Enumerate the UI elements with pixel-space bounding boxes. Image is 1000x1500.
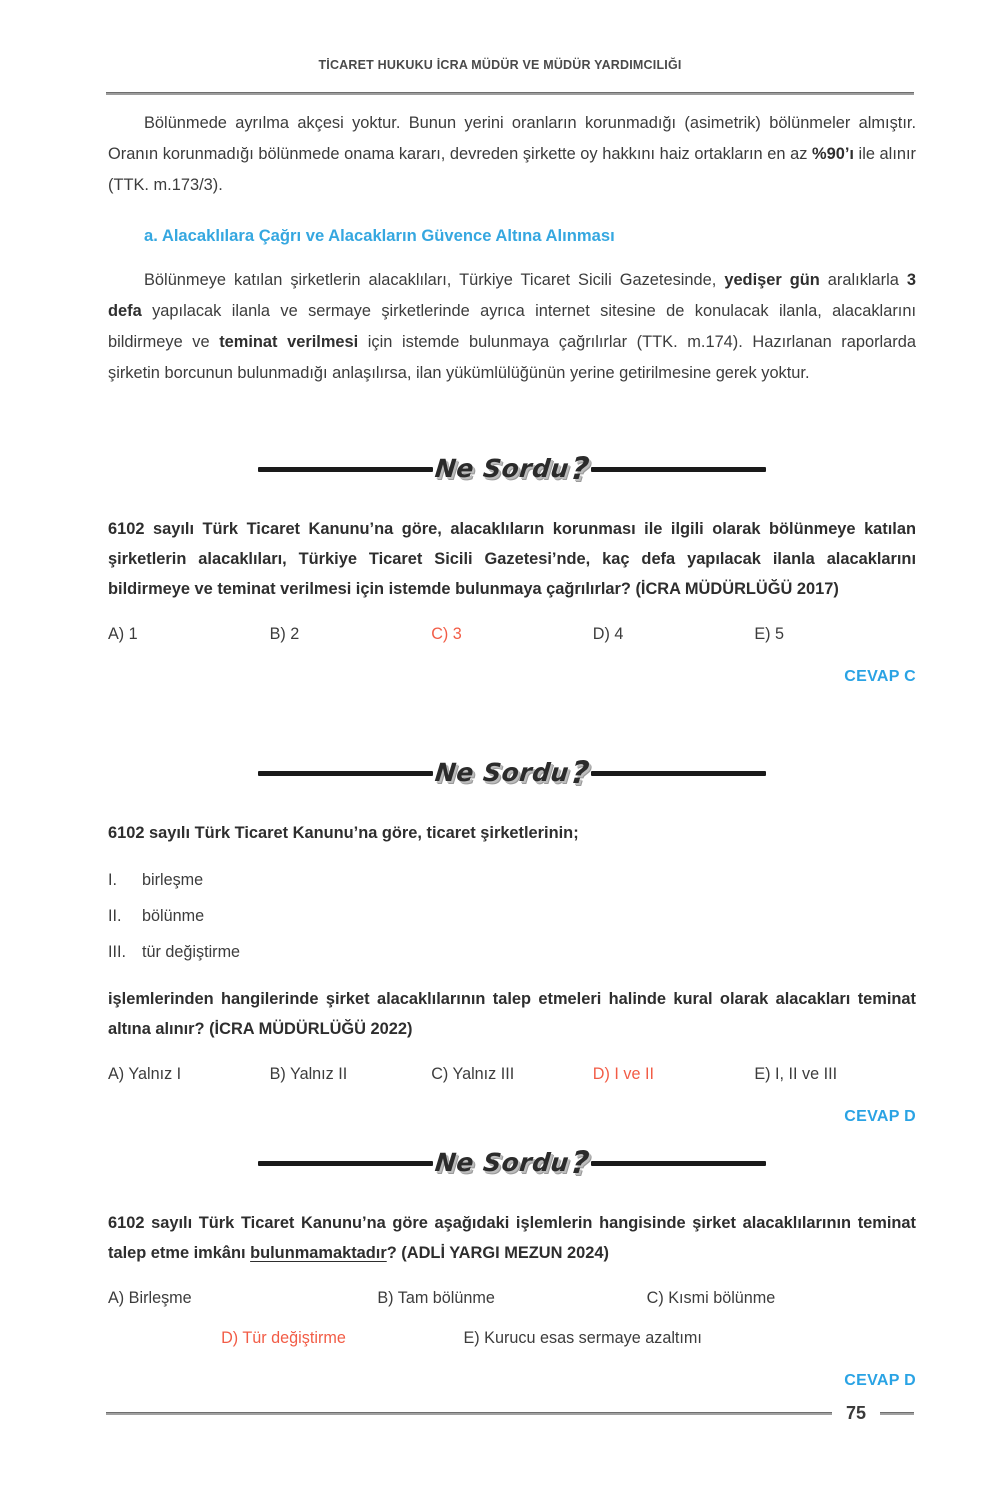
page-footer xyxy=(106,1403,914,1424)
roman-numeral: I. xyxy=(108,871,117,889)
question-3-options-row-2 xyxy=(108,1326,916,1350)
option-1-d[interactable]: D) 4 xyxy=(592,625,624,643)
badge-question-mark-icon: ? xyxy=(568,450,592,487)
question-3-text xyxy=(108,1208,916,1268)
question-block-3 xyxy=(108,1140,916,1390)
intro-paragraph-1 xyxy=(108,108,916,201)
question-block-2 xyxy=(108,750,916,1126)
option-1-c[interactable]: C) 3 xyxy=(431,625,462,643)
list-item xyxy=(108,862,916,898)
question-3-part2: ? (ADLİ YARGI MEZUN 2024) xyxy=(386,1244,609,1262)
badge-word-1: Ne xyxy=(433,757,476,787)
badge-word-2: Sordu xyxy=(481,453,571,483)
option-2-e[interactable]: E) I, II ve III xyxy=(754,1065,838,1083)
intro-p2-bold3: teminat verilmesi xyxy=(219,333,359,351)
roman-item-text: birleşme xyxy=(142,871,204,889)
option-3-c[interactable]: C) Kısmi bölünme xyxy=(646,1289,776,1307)
badge-rule-right xyxy=(591,467,766,472)
answer-label-1: CEVAP C xyxy=(844,668,916,685)
intro-p2-part1: Bölünmeye katılan şirketlerin alacaklıları, Türkiye Ticaret Sicili Gazetesinde, xyxy=(144,271,725,289)
list-item xyxy=(108,898,916,934)
roman-numeral: III. xyxy=(108,943,126,961)
ne-sordu-badge-1 xyxy=(108,446,916,492)
intro-p2-bold1: yedişer gün xyxy=(724,271,820,289)
intro-p2-bold2: 3 defa xyxy=(108,271,917,320)
badge-question-mark-icon: ? xyxy=(568,754,592,791)
badge-word-2: Sordu xyxy=(481,757,571,787)
list-item xyxy=(108,934,916,970)
badge-rule-right xyxy=(591,771,766,776)
question-3-options-row-1 xyxy=(108,1286,916,1310)
badge-rule-left xyxy=(258,771,433,776)
question-2-stem: işlemlerinden hangilerinde şirket alacaklılarının talep etmeleri halinde kural olarak alacakları teminat altına alınır? (İCRA MÜDÜRLÜĞÜ 2022) xyxy=(108,990,916,1038)
question-2-options xyxy=(108,1062,916,1086)
roman-numeral: II. xyxy=(108,907,122,925)
ne-sordu-badge-3 xyxy=(108,1140,916,1186)
question-3-part1: 6102 sayılı Türk Ticaret Kanunu’na göre aşağıdaki işlemlerin hangisinde şirket alacaklılarının teminat talep etme imkânı xyxy=(108,1214,916,1262)
answer-label-2: CEVAP D xyxy=(844,1108,916,1125)
intro-p2-part2: aralıklarla xyxy=(819,271,907,289)
intro-p1-part2: ile alınır (TTK. m.173/3). xyxy=(108,145,917,194)
question-2-roman-list xyxy=(108,862,916,970)
question-1-options xyxy=(108,622,916,646)
question-1-text: 6102 sayılı Türk Ticaret Kanunu’na göre, alacaklıların korunması ile ilgili olarak bölünmeye katılan şirketlerin alacaklıları, Türkiye Ticaret Sicili Gazetesi’nde, kaç defa yapılacak ilanla alacaklarını bildirmeye ve teminat verilmesi için istemde bulunmaya çağrılırlar? (İCRA MÜDÜRLÜĞÜ 2017) xyxy=(108,520,916,598)
option-2-b[interactable]: B) Yalnız II xyxy=(269,1065,348,1083)
intro-p1-bold1: %90’ı xyxy=(812,145,854,163)
option-3-d[interactable]: D) Tür değiştirme xyxy=(221,1329,346,1347)
answer-label-3: CEVAP D xyxy=(844,1372,916,1389)
option-3-e[interactable]: E) Kurucu esas sermaye azaltımı xyxy=(463,1329,702,1347)
footer-rule-long xyxy=(106,1412,832,1415)
running-head: TİCARET HUKUKU İCRA MÜDÜR VE MÜDÜR YARDIMCILIĞI xyxy=(318,58,682,72)
option-1-a[interactable]: A) 1 xyxy=(108,625,138,643)
ne-sordu-label xyxy=(427,1144,597,1181)
option-1-e[interactable]: E) 5 xyxy=(754,625,785,643)
ne-sordu-label xyxy=(427,754,597,791)
option-1-b[interactable]: B) 2 xyxy=(269,625,300,643)
intro-p2-part4: için istemde bulunmaya çağrılırlar (TTK. m.174). Hazırlanan raporlarda şirketin borcunun bulunmadığı anlaşılırsa, ilan yükümlülüğünün yerine getirilmesine gerek yoktur. xyxy=(108,333,916,382)
badge-rule-left xyxy=(258,1161,433,1166)
page-number: 75 xyxy=(845,1403,866,1423)
ne-sordu-badge-2 xyxy=(108,750,916,796)
roman-item-text: bölünme xyxy=(142,907,205,925)
badge-question-mark-icon: ? xyxy=(568,1144,592,1181)
question-block-1 xyxy=(108,446,916,686)
question-3-underlined: bulunmamaktadır xyxy=(250,1244,387,1262)
intro-content xyxy=(108,108,916,389)
question-2-lead: 6102 sayılı Türk Ticaret Kanunu’na göre, ticaret şirketlerinin; xyxy=(108,824,579,842)
badge-word-2: Sordu xyxy=(481,1147,571,1177)
intro-p2-part3: yapılacak ilanla ve sermaye şirketlerinde ayrıca internet sitesine de konulacak ilanla, alacaklarını bildirmeye ve xyxy=(108,302,916,351)
option-3-b[interactable]: B) Tam bölünme xyxy=(377,1289,495,1307)
roman-item-text: tür değiştirme xyxy=(142,943,241,961)
badge-rule-right xyxy=(591,1161,766,1166)
option-2-d[interactable]: D) I ve II xyxy=(592,1065,654,1083)
badge-rule-left xyxy=(258,467,433,472)
footer-rule-short xyxy=(880,1412,914,1415)
ne-sordu-label xyxy=(427,450,597,487)
option-3-spacer xyxy=(108,1326,221,1350)
option-2-a[interactable]: A) Yalnız I xyxy=(108,1065,182,1083)
option-2-c[interactable]: C) Yalnız III xyxy=(431,1065,515,1083)
intro-paragraph-2 xyxy=(108,265,916,389)
section-heading: a. Alacaklılara Çağrı ve Alacakların Güvence Altına Alınması xyxy=(144,226,615,245)
badge-word-1: Ne xyxy=(433,453,476,483)
header-rule xyxy=(106,92,914,95)
option-3-a[interactable]: A) Birleşme xyxy=(108,1289,192,1307)
badge-word-1: Ne xyxy=(433,1147,476,1177)
intro-p1-part1: Bölünmede ayrılma akçesi yoktur. Bunun yerini oranların korunmadığı (asimetrik) bölünmeler almıştır. Oranın korunmadığı bölünmede onama kararı, devreden şirkette oy hakkını haiz ortakların en az xyxy=(108,114,916,163)
